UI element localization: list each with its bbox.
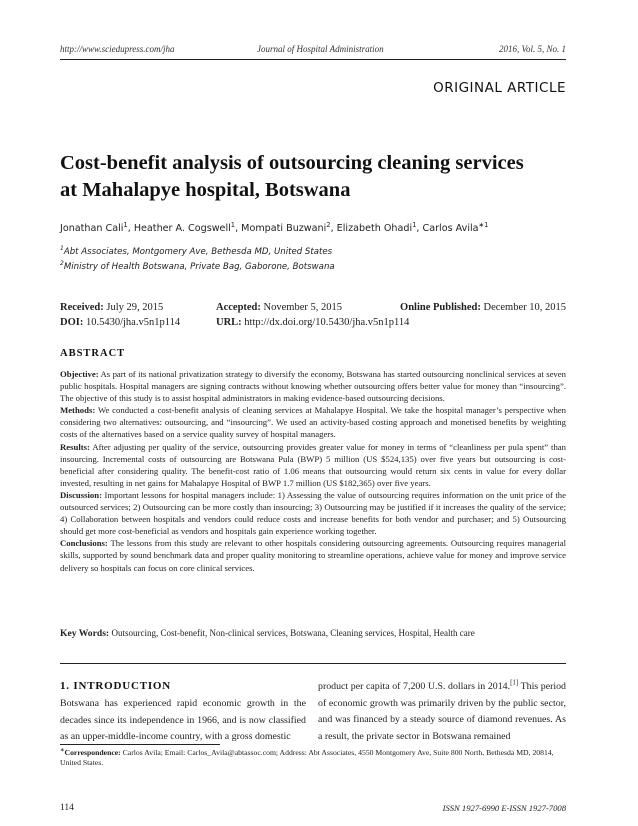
author: Jonathan Cali$^1$, (60, 220, 134, 234)
author-list (60, 220, 566, 234)
title-line-2: at Mahalapye hospital, Botswana (60, 179, 351, 201)
intro-heading: 1. INTRODUCTION (60, 680, 172, 692)
section-label: ORIGINAL ARTICLE (433, 80, 566, 96)
author: Heather A. Cogswell$^1$, (133, 220, 242, 234)
section-rule (60, 663, 566, 664)
author: Carlos Avila$^{∗1}$ (422, 220, 489, 234)
author: Elizabeth Ohadi$^1$, (336, 220, 423, 234)
keywords: Key Words: Outsourcing, Cost-benefit, Non-clinical services, Botswana, Cleaning services, Hospital, Health care (60, 628, 475, 639)
abstract-objective: Objective: As part of its national privatization strategy to diversify the economy, Botswana has started outsourcing nonclinical services at seven public hospitals. Hospital managers are signing contracts without knowing whether outsourcing offers better value for money than “insourcing”. The objective of this study is to assist hospital administrators in making evidence-based outsourcing decisions. (60, 369, 566, 404)
title-line-1: Cost-benefit analysis of outsourcing cleaning services (60, 152, 524, 174)
abstract-discussion: Discussion: Important lessons for hospital managers include: 1) Assessing the value of outsourcing requires information on the unit price of the outsourced services; 2) Outsourcing can be more costly than insourcing; 3) Outsourcing may be justified if it increases the quality of the service; 4) Collaboration between hospitals and vendors could reduce costs and increase benefits for both vendor and purchaser; and 5) Outsourcing should get more cost-beneficial as vendors and hospitals gain experience working together. (60, 489, 567, 537)
abstract-conclusions: Conclusions: The lessons from this study are relevant to other hospitals considering outsourcing agreements. Outsourcing requires managerial skills, supported by sound benchmark data and proper quality monitoring to streamline operations, achieve value for money and improve service delivery so hospitals can focus on core clinical services. (60, 538, 567, 573)
received-date: Received: July 29, 2015 (60, 302, 164, 313)
affiliation-1: $^1$Abt Associates, Montgomery Ave, Bethesda MD, United States (60, 245, 333, 257)
doi: DOI: 10.5430/jha.v5n1p114 (60, 317, 181, 328)
header-url[interactable]: http://www.sciedupress.com/jha (60, 44, 175, 54)
header-rule (60, 59, 566, 60)
issn: ISSN 1927-6990 E-ISSN 1927-7008 (442, 803, 566, 813)
footnote-rule (60, 744, 220, 745)
abstract-results: Results: After adjusting per quality of the service, outsourcing provides greater value for money in terms of “cleanliness per pula spent” than insourcing. Incremental costs of outsourcing are Botswana Pula (BWP) 5 million (US $524,135) over five years but outsourcing is cost-beneficial after considering quality. The benefit-cost ratio of 1.06 means that outsourcing would return six cents in value for every dollar invested, resulting in net gains for Mahalapye Hospital of BWP 1.7 million (US $182,365) over five years. (60, 441, 566, 488)
page-number: 114 (60, 803, 74, 813)
published-date: Online Published: December 10, 2015 (400, 302, 566, 313)
article-title (60, 150, 566, 204)
abstract-methods: Methods: We conducted a cost-benefit analysis of cleaning services at Mahalapye Hospital. We take the hospital manager’s perspective when considering two alternatives: outsourcing, and “insourcing”. We used an activity-based costing approach and monetised benefits by weighting costs of the alternatives based on a service quality survey of hospital managers. (60, 405, 566, 440)
abstract-body (60, 368, 566, 574)
intro-col1: Botswana has experienced rapid economic growth in the decades since its independence in 1966, and is now classified as an upper-middle-income country, with a gross domestic (60, 698, 306, 743)
header-journal: Journal of Hospital Administration (257, 44, 384, 54)
abstract-heading: ABSTRACT (60, 348, 126, 359)
doi-link[interactable]: http://dx.doi.org/10.5430/jha.v5n1p114 (244, 317, 410, 328)
intro-col2: product per capita of 7,200 U.S. dollars in 2014.[1] This period of economic growth was primarily driven by the public sector, and was financed by a steady source of diamond revenues. As a result, the private sector in Botswana remained (318, 679, 566, 742)
header-volume: 2016, Vol. 5, No. 1 (498, 44, 566, 54)
correspondence-footnote: ∗Correspondence: Carlos Avila; Email: Carlos_Avila@abtassoc.com; Address: Abt Associates, 4550 Montgomery Ave, Suite 800 North, Bethesda MD, 20814, United States. (60, 747, 554, 768)
affiliation-2: $^2$Ministry of Health Botswana, Private Bag, Gaborone, Botswana (60, 260, 335, 272)
doi-url: URL: http://dx.doi.org/10.5430/jha.v5n1p114 (216, 317, 410, 328)
accepted-date: Accepted: November 5, 2015 (216, 302, 342, 313)
author: Mompati Buzwani$^2$, (241, 220, 337, 234)
